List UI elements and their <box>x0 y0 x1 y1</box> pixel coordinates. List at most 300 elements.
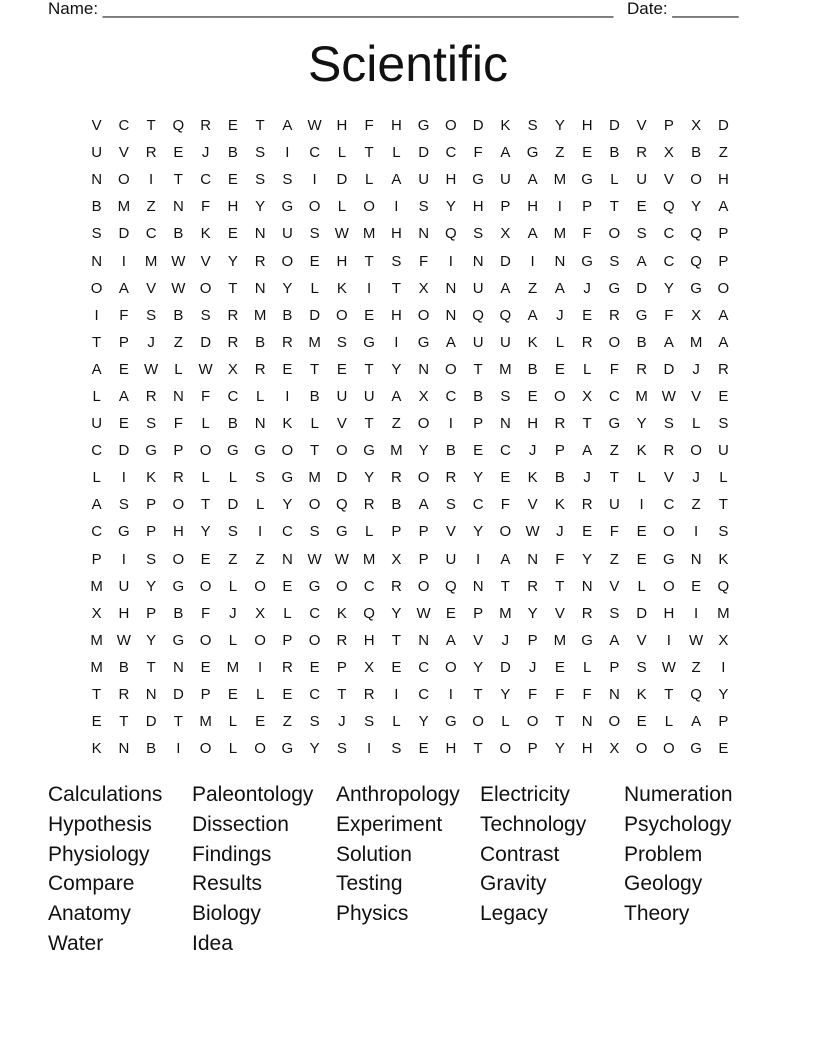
grid-letter[interactable]: C <box>309 604 321 622</box>
grid-letter[interactable]: O <box>417 469 430 487</box>
grid-letter[interactable]: J <box>692 360 700 378</box>
grid-letter[interactable]: Z <box>255 550 265 568</box>
grid-letter[interactable]: C <box>445 387 457 405</box>
grid-letter[interactable]: H <box>390 117 402 135</box>
grid-letter[interactable]: Y <box>663 279 674 297</box>
grid-letter[interactable]: L <box>228 469 238 487</box>
grid-letter[interactable]: M <box>90 577 103 595</box>
grid-letter[interactable]: F <box>609 523 619 541</box>
grid-letter[interactable]: J <box>501 631 510 649</box>
grid-letter[interactable]: G <box>581 252 593 270</box>
grid-letter[interactable]: C <box>363 577 375 595</box>
grid-letter[interactable]: N <box>527 550 539 568</box>
grid-letter[interactable]: V <box>636 631 647 649</box>
grid-letter[interactable]: R <box>145 387 157 405</box>
grid-letter[interactable]: O <box>308 631 321 649</box>
grid-letter[interactable]: R <box>554 415 566 433</box>
grid-letter[interactable]: R <box>363 686 375 704</box>
grid-letter[interactable]: A <box>718 306 729 324</box>
grid-letter[interactable]: K <box>200 225 211 243</box>
grid-letter[interactable]: L <box>582 658 592 676</box>
grid-letter[interactable]: D <box>499 658 511 676</box>
grid-letter[interactable]: Y <box>309 740 320 758</box>
grid-letter[interactable]: I <box>448 686 453 704</box>
grid-letter[interactable]: L <box>201 415 210 433</box>
grid-letter[interactable]: C <box>145 225 157 243</box>
grid-letter[interactable]: W <box>144 360 159 378</box>
grid-letter[interactable]: U <box>499 171 511 189</box>
grid-letter[interactable]: T <box>228 279 238 297</box>
grid-letter[interactable]: C <box>663 252 675 270</box>
grid-letter[interactable]: H <box>227 198 239 216</box>
grid-letter[interactable]: P <box>718 713 729 731</box>
grid-letter[interactable]: J <box>556 523 564 541</box>
grid-letter[interactable]: I <box>285 144 290 162</box>
grid-letter[interactable]: Y <box>554 740 565 758</box>
grid-letter[interactable]: O <box>336 306 348 324</box>
grid-letter[interactable]: D <box>118 225 130 243</box>
grid-letter[interactable]: E <box>227 686 238 704</box>
grid-letter[interactable]: S <box>309 713 320 731</box>
grid-letter[interactable]: L <box>664 713 674 731</box>
grid-letter[interactable]: X <box>691 306 702 324</box>
grid-letter[interactable]: P <box>609 658 620 676</box>
grid-letter[interactable]: T <box>582 415 592 433</box>
grid-letter[interactable]: L <box>337 144 347 162</box>
grid-letter[interactable]: W <box>171 252 186 270</box>
grid-letter[interactable]: N <box>608 686 620 704</box>
grid-letter[interactable]: C <box>227 387 239 405</box>
grid-letter[interactable]: C <box>118 117 130 135</box>
grid-letter[interactable]: M <box>635 387 648 405</box>
grid-letter[interactable]: O <box>472 713 484 731</box>
grid-letter[interactable]: O <box>199 631 212 649</box>
grid-letter[interactable]: G <box>172 577 185 595</box>
grid-letter[interactable]: K <box>336 279 347 297</box>
grid-letter[interactable]: G <box>172 631 185 649</box>
grid-letter[interactable]: Y <box>200 523 211 541</box>
grid-letter[interactable]: O <box>363 198 375 216</box>
grid-letter[interactable]: A <box>118 279 129 297</box>
grid-letter[interactable]: O <box>445 658 457 676</box>
grid-letter[interactable]: O <box>199 442 212 460</box>
grid-letter[interactable]: G <box>254 442 266 460</box>
grid-letter[interactable]: R <box>363 496 375 514</box>
grid-letter[interactable]: O <box>172 550 185 568</box>
grid-letter[interactable]: F <box>555 686 565 704</box>
grid-letter[interactable]: R <box>390 577 402 595</box>
grid-letter[interactable]: F <box>582 686 592 704</box>
grid-letter[interactable]: C <box>309 686 321 704</box>
grid-letter[interactable]: R <box>281 658 293 676</box>
grid-letter[interactable]: R <box>145 144 157 162</box>
grid-letter[interactable]: T <box>500 577 510 595</box>
grid-letter[interactable]: S <box>146 415 157 433</box>
grid-letter[interactable]: O <box>199 279 212 297</box>
grid-letter[interactable]: C <box>418 686 430 704</box>
grid-letter[interactable]: N <box>254 415 266 433</box>
grid-letter[interactable]: Z <box>528 279 538 297</box>
grid-letter[interactable]: X <box>418 279 429 297</box>
grid-letter[interactable]: W <box>334 225 349 243</box>
grid-letter[interactable]: L <box>255 387 265 405</box>
grid-letter[interactable]: Z <box>691 658 701 676</box>
grid-letter[interactable]: Y <box>582 550 593 568</box>
grid-letter[interactable]: S <box>500 387 511 405</box>
grid-letter[interactable]: T <box>473 740 483 758</box>
grid-letter[interactable]: B <box>691 144 702 162</box>
grid-letter[interactable]: R <box>227 306 239 324</box>
grid-letter[interactable]: S <box>255 469 266 487</box>
grid-letter[interactable]: K <box>554 496 565 514</box>
grid-letter[interactable]: E <box>691 577 702 595</box>
grid-letter[interactable]: F <box>528 686 538 704</box>
grid-letter[interactable]: O <box>118 171 130 189</box>
grid-letter[interactable]: Q <box>472 306 484 324</box>
grid-letter[interactable]: T <box>201 496 211 514</box>
grid-letter[interactable]: E <box>227 171 238 189</box>
grid-letter[interactable]: E <box>91 713 102 731</box>
grid-letter[interactable]: A <box>91 360 102 378</box>
grid-letter[interactable]: N <box>445 279 457 297</box>
grid-letter[interactable]: Z <box>146 198 156 216</box>
grid-letter[interactable]: T <box>364 415 374 433</box>
grid-letter[interactable]: X <box>364 658 375 676</box>
grid-letter[interactable]: O <box>417 577 430 595</box>
grid-letter[interactable]: D <box>663 360 675 378</box>
grid-letter[interactable]: O <box>690 171 702 189</box>
grid-letter[interactable]: Y <box>473 658 484 676</box>
grid-letter[interactable]: P <box>146 604 157 622</box>
grid-letter[interactable]: P <box>282 631 293 649</box>
grid-letter[interactable]: S <box>200 306 211 324</box>
grid-letter[interactable]: L <box>283 604 292 622</box>
grid-letter[interactable]: V <box>691 387 702 405</box>
grid-letter[interactable]: J <box>528 658 537 676</box>
grid-letter[interactable]: O <box>635 740 648 758</box>
grid-letter[interactable]: B <box>91 198 102 216</box>
grid-letter[interactable]: O <box>608 333 621 351</box>
grid-letter[interactable]: K <box>527 333 538 351</box>
grid-letter[interactable]: I <box>312 171 317 189</box>
grid-letter[interactable]: N <box>91 252 103 270</box>
grid-letter[interactable]: H <box>390 225 402 243</box>
grid-letter[interactable]: P <box>718 252 729 270</box>
grid-letter[interactable]: A <box>500 550 511 568</box>
grid-letter[interactable]: A <box>391 387 402 405</box>
grid-letter[interactable]: E <box>255 713 266 731</box>
grid-letter[interactable]: F <box>201 604 211 622</box>
grid-letter[interactable]: X <box>227 360 238 378</box>
grid-letter[interactable]: R <box>581 496 593 514</box>
grid-letter[interactable]: S <box>609 252 620 270</box>
grid-letter[interactable]: U <box>91 415 103 433</box>
grid-letter[interactable]: F <box>173 415 183 433</box>
grid-letter[interactable]: Y <box>718 686 729 704</box>
grid-letter[interactable]: W <box>689 631 704 649</box>
grid-letter[interactable]: I <box>694 523 699 541</box>
grid-letter[interactable]: W <box>661 387 676 405</box>
grid-letter[interactable]: U <box>472 333 484 351</box>
grid-letter[interactable]: I <box>639 496 644 514</box>
grid-letter[interactable]: P <box>391 523 402 541</box>
grid-letter[interactable]: Y <box>473 469 484 487</box>
grid-letter[interactable]: O <box>281 442 294 460</box>
grid-letter[interactable]: K <box>636 442 647 460</box>
grid-letter[interactable]: L <box>228 577 238 595</box>
grid-letter[interactable]: N <box>445 306 457 324</box>
grid-letter[interactable]: I <box>476 550 481 568</box>
grid-letter[interactable]: Q <box>499 306 512 324</box>
grid-letter[interactable]: A <box>500 144 511 162</box>
grid-letter[interactable]: B <box>636 333 647 351</box>
grid-letter[interactable]: P <box>118 333 129 351</box>
grid-letter[interactable]: Q <box>363 604 375 622</box>
grid-letter[interactable]: Z <box>555 144 565 162</box>
grid-letter[interactable]: P <box>146 523 157 541</box>
grid-letter[interactable]: O <box>281 252 294 270</box>
grid-letter[interactable]: E <box>227 225 238 243</box>
grid-letter[interactable]: T <box>310 360 320 378</box>
grid-letter[interactable]: F <box>609 360 619 378</box>
grid-letter[interactable]: J <box>583 469 591 487</box>
grid-letter[interactable]: C <box>309 144 321 162</box>
grid-letter[interactable]: O <box>336 577 348 595</box>
grid-letter[interactable]: B <box>255 333 266 351</box>
grid-letter[interactable]: V <box>636 117 647 135</box>
grid-letter[interactable]: D <box>227 496 239 514</box>
grid-letter[interactable]: E <box>200 550 211 568</box>
grid-letter[interactable]: S <box>609 604 620 622</box>
grid-letter[interactable]: A <box>527 171 538 189</box>
grid-letter[interactable]: D <box>309 306 321 324</box>
grid-letter[interactable]: I <box>121 550 126 568</box>
grid-letter[interactable]: X <box>582 387 593 405</box>
grid-letter[interactable]: J <box>147 333 155 351</box>
grid-letter[interactable]: D <box>336 469 348 487</box>
grid-letter[interactable]: X <box>500 225 511 243</box>
grid-letter[interactable]: R <box>200 117 212 135</box>
grid-letter[interactable]: N <box>172 198 184 216</box>
grid-letter[interactable]: Y <box>636 415 647 433</box>
grid-letter[interactable]: C <box>445 144 457 162</box>
grid-letter[interactable]: L <box>501 713 510 731</box>
grid-letter[interactable]: Y <box>418 442 429 460</box>
grid-letter[interactable]: D <box>200 333 212 351</box>
grid-letter[interactable]: U <box>472 279 484 297</box>
grid-letter[interactable]: B <box>445 442 456 460</box>
grid-letter[interactable]: D <box>499 252 511 270</box>
grid-letter[interactable]: E <box>445 604 456 622</box>
grid-letter[interactable]: Z <box>718 144 728 162</box>
grid-letter[interactable]: A <box>554 279 565 297</box>
grid-letter[interactable]: P <box>91 550 102 568</box>
grid-letter[interactable]: R <box>636 360 648 378</box>
grid-letter[interactable]: S <box>445 496 456 514</box>
grid-letter[interactable]: D <box>336 171 348 189</box>
grid-letter[interactable]: D <box>118 442 130 460</box>
grid-letter[interactable]: T <box>473 686 483 704</box>
grid-letter[interactable]: S <box>473 225 484 243</box>
grid-letter[interactable]: T <box>337 686 347 704</box>
grid-letter[interactable]: T <box>364 144 374 162</box>
grid-letter[interactable]: X <box>718 631 729 649</box>
grid-letter[interactable]: C <box>472 496 484 514</box>
grid-letter[interactable]: I <box>394 198 399 216</box>
grid-letter[interactable]: O <box>336 442 348 460</box>
grid-letter[interactable]: N <box>254 225 266 243</box>
grid-letter[interactable]: S <box>91 225 102 243</box>
grid-letter[interactable]: A <box>718 198 729 216</box>
grid-letter[interactable]: E <box>636 713 647 731</box>
grid-letter[interactable]: E <box>418 740 429 758</box>
grid-letter[interactable]: O <box>717 279 730 297</box>
grid-letter[interactable]: D <box>418 144 430 162</box>
grid-letter[interactable]: J <box>338 713 346 731</box>
grid-letter[interactable]: S <box>527 117 538 135</box>
grid-letter[interactable]: Q <box>445 225 457 243</box>
grid-letter[interactable]: A <box>445 333 456 351</box>
grid-letter[interactable]: C <box>418 658 430 676</box>
grid-letter[interactable]: M <box>717 604 730 622</box>
grid-letter[interactable]: G <box>281 740 294 758</box>
grid-letter[interactable]: E <box>118 415 129 433</box>
grid-letter[interactable]: P <box>473 415 484 433</box>
grid-letter[interactable]: T <box>473 360 483 378</box>
grid-letter[interactable]: E <box>582 144 593 162</box>
grid-letter[interactable]: U <box>499 333 511 351</box>
grid-letter[interactable]: M <box>499 604 512 622</box>
grid-letter[interactable]: A <box>718 333 729 351</box>
grid-letter[interactable]: O <box>254 740 266 758</box>
grid-letter[interactable]: B <box>227 144 238 162</box>
grid-letter[interactable]: X <box>663 144 674 162</box>
grid-letter[interactable]: B <box>473 387 484 405</box>
grid-letter[interactable]: P <box>527 740 538 758</box>
grid-letter[interactable]: T <box>609 198 619 216</box>
grid-letter[interactable]: U <box>91 144 103 162</box>
grid-letter[interactable]: B <box>227 415 238 433</box>
grid-letter[interactable]: L <box>392 144 401 162</box>
grid-letter[interactable]: L <box>337 198 347 216</box>
grid-letter[interactable]: T <box>119 713 129 731</box>
grid-letter[interactable]: R <box>336 631 348 649</box>
grid-letter[interactable]: M <box>90 658 103 676</box>
grid-letter[interactable]: K <box>636 686 647 704</box>
grid-letter[interactable]: G <box>417 117 430 135</box>
grid-letter[interactable]: F <box>664 306 674 324</box>
grid-letter[interactable]: G <box>581 171 593 189</box>
grid-letter[interactable]: J <box>583 279 591 297</box>
grid-letter[interactable]: S <box>391 252 402 270</box>
grid-letter[interactable]: L <box>364 523 374 541</box>
grid-letter[interactable]: S <box>118 496 129 514</box>
grid-letter[interactable]: A <box>582 442 593 460</box>
grid-letter[interactable]: N <box>499 415 511 433</box>
grid-letter[interactable]: Q <box>717 577 730 595</box>
grid-letter[interactable]: G <box>581 631 593 649</box>
grid-letter[interactable]: Q <box>690 252 702 270</box>
grid-letter[interactable]: L <box>174 360 183 378</box>
grid-letter[interactable]: Q <box>336 496 348 514</box>
grid-letter[interactable]: G <box>118 523 130 541</box>
grid-letter[interactable]: E <box>500 469 511 487</box>
grid-letter[interactable]: T <box>609 469 619 487</box>
grid-letter[interactable]: O <box>554 387 566 405</box>
grid-letter[interactable]: R <box>390 469 402 487</box>
grid-letter[interactable]: B <box>554 469 565 487</box>
grid-letter[interactable]: P <box>146 496 157 514</box>
grid-letter[interactable]: D <box>472 117 484 135</box>
grid-letter[interactable]: U <box>608 496 620 514</box>
grid-letter[interactable]: W <box>198 360 213 378</box>
grid-letter[interactable]: U <box>418 171 430 189</box>
grid-letter[interactable]: V <box>91 117 102 135</box>
grid-letter[interactable]: G <box>281 469 294 487</box>
grid-letter[interactable]: C <box>200 171 212 189</box>
grid-letter[interactable]: L <box>92 387 101 405</box>
grid-letter[interactable]: Z <box>691 496 701 514</box>
grid-letter[interactable]: I <box>394 333 399 351</box>
grid-letter[interactable]: T <box>555 713 565 731</box>
grid-letter[interactable]: N <box>690 550 702 568</box>
grid-letter[interactable]: T <box>555 577 565 595</box>
grid-letter[interactable]: L <box>364 171 374 189</box>
grid-letter[interactable]: Y <box>364 469 375 487</box>
grid-letter[interactable]: L <box>637 577 646 595</box>
grid-letter[interactable]: Y <box>473 523 484 541</box>
grid-letter[interactable]: K <box>336 604 347 622</box>
grid-letter[interactable]: N <box>581 577 593 595</box>
grid-letter[interactable]: Z <box>173 333 183 351</box>
grid-letter[interactable]: J <box>556 306 564 324</box>
grid-letter[interactable]: N <box>418 360 430 378</box>
grid-letter[interactable]: P <box>554 442 565 460</box>
grid-letter[interactable]: Y <box>500 686 511 704</box>
grid-letter[interactable]: C <box>91 442 103 460</box>
grid-letter[interactable]: L <box>310 279 319 297</box>
grid-letter[interactable]: O <box>663 523 675 541</box>
grid-letter[interactable]: G <box>472 171 484 189</box>
grid-letter[interactable]: Y <box>445 198 456 216</box>
grid-letter[interactable]: C <box>663 496 675 514</box>
grid-letter[interactable]: I <box>367 740 372 758</box>
grid-letter[interactable]: U <box>636 171 648 189</box>
grid-letter[interactable]: S <box>255 144 266 162</box>
grid-letter[interactable]: Z <box>609 550 619 568</box>
grid-letter[interactable]: G <box>445 713 457 731</box>
grid-letter[interactable]: T <box>255 117 265 135</box>
grid-letter[interactable]: P <box>663 117 674 135</box>
grid-letter[interactable]: T <box>664 686 674 704</box>
grid-letter[interactable]: Q <box>172 117 185 135</box>
grid-letter[interactable]: L <box>719 469 728 487</box>
grid-letter[interactable]: I <box>694 604 699 622</box>
grid-letter[interactable]: E <box>282 686 293 704</box>
grid-letter[interactable]: Y <box>391 604 402 622</box>
grid-letter[interactable]: F <box>582 225 592 243</box>
grid-letter[interactable]: N <box>172 387 184 405</box>
grid-letter[interactable]: U <box>717 442 729 460</box>
grid-letter[interactable]: K <box>718 550 729 568</box>
grid-letter[interactable]: O <box>608 713 621 731</box>
grid-letter[interactable]: G <box>663 550 675 568</box>
grid-letter[interactable]: B <box>309 387 320 405</box>
grid-letter[interactable]: I <box>149 171 154 189</box>
grid-letter[interactable]: R <box>118 686 130 704</box>
grid-letter[interactable]: T <box>92 333 102 351</box>
grid-letter[interactable]: A <box>91 496 102 514</box>
